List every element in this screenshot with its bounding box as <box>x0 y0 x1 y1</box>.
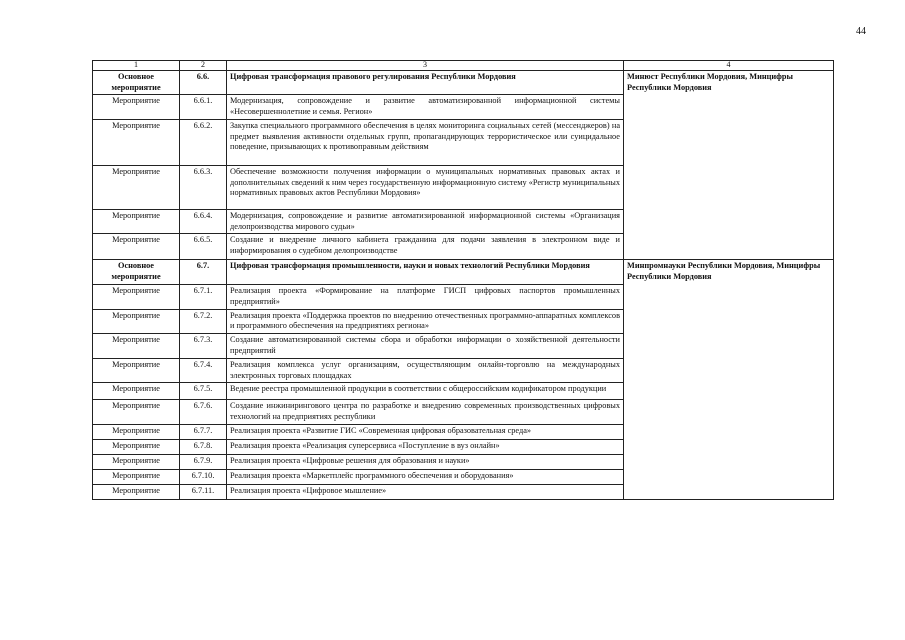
activity-code: 6.7.6. <box>180 400 227 425</box>
activity-code: 6.7.8. <box>180 439 227 454</box>
activity-text: Обеспечение возможности получения информации о муниципальных нормативных правовых актах и дополнительных сведений к ним через государственную информационную систему «Регистр муниципальных нормативных правовых актов Республики Мордовия» <box>227 165 624 209</box>
responsible-executor: Минпромнауки Республики Мордовия, Минцифры Республики Мордовия <box>624 260 834 499</box>
column-number: 1 <box>93 61 180 71</box>
column-number: 2 <box>180 61 227 71</box>
activity-type: Мероприятие <box>93 439 180 454</box>
activity-text: Создание инжинирингового центра по разработке и внедрению современных производственных цифровых технологий на предприятиях республики <box>227 400 624 425</box>
activity-type: Мероприятие <box>93 209 180 234</box>
activity-text: Ведение реестра промышленной продукции в соответствии с общероссийским кодификатором продукции <box>227 383 624 400</box>
activity-type: Мероприятие <box>93 334 180 359</box>
page-number: 44 <box>856 26 866 37</box>
activity-code: 6.7.2. <box>180 309 227 334</box>
activity-text: Реализация проекта «Поддержка проектов по внедрению отечественных программно-аппаратных комплексов и программного обеспечения на предприятиях региона» <box>227 309 624 334</box>
activity-code: 6.7.9. <box>180 454 227 469</box>
column-number: 3 <box>227 61 624 71</box>
activity-type: Мероприятие <box>93 454 180 469</box>
activity-code: 6.6.2. <box>180 119 227 165</box>
activity-title: Цифровая трансформация промышленности, науки и новых технологий Республики Мордовия <box>227 260 624 285</box>
activity-text: Реализация проекта «Цифровое мышление» <box>227 484 624 499</box>
activities-table <box>92 60 834 500</box>
activity-code: 6.7.5. <box>180 383 227 400</box>
activity-type: Мероприятие <box>93 469 180 484</box>
activity-type: Мероприятие <box>93 309 180 334</box>
activity-code: 6.6.4. <box>180 209 227 234</box>
activity-text: Реализация проекта «Формирование на платформе ГИСП цифровых паспортов промышленных предприятий» <box>227 285 624 310</box>
column-number-row <box>93 61 834 71</box>
activity-code: 6.6.5. <box>180 234 227 260</box>
activity-code: 6.7.4. <box>180 358 227 383</box>
activity-type: Основное мероприятие <box>93 260 180 285</box>
activity-code: 6.7.7. <box>180 424 227 439</box>
activity-code: 6.7.10. <box>180 469 227 484</box>
activity-code: 6.6. <box>180 70 227 95</box>
activity-text: Реализация проекта «Развитие ГИС «Современная цифровая образовательная среда» <box>227 424 624 439</box>
activity-code: 6.7.11. <box>180 484 227 499</box>
activity-type: Мероприятие <box>93 234 180 260</box>
activity-text: Реализация проекта «Реализация суперсервиса «Поступление в вуз онлайн» <box>227 439 624 454</box>
column-number: 4 <box>624 61 834 71</box>
activity-code: 6.7.3. <box>180 334 227 359</box>
activity-text: Реализация комплекса услуг организациям, осуществляющим онлайн-торговлю на международных электронных торговых площадках <box>227 358 624 383</box>
activity-type: Мероприятие <box>93 165 180 209</box>
activity-type: Мероприятие <box>93 424 180 439</box>
activity-type: Мероприятие <box>93 383 180 400</box>
activity-type: Мероприятие <box>93 484 180 499</box>
activity-title: Цифровая трансформация правового регулирования Республики Мордовия <box>227 70 624 95</box>
activity-text: Создание и внедрение личного кабинета гражданина для подачи заявления в электронном виде и информирования о судебном делопроизводстве <box>227 234 624 260</box>
activity-code: 6.7.1. <box>180 285 227 310</box>
activity-type: Мероприятие <box>93 358 180 383</box>
activity-text: Реализация проекта «Цифровые решения для образования и науки» <box>227 454 624 469</box>
activity-type: Мероприятие <box>93 119 180 165</box>
activity-type: Мероприятие <box>93 400 180 425</box>
activity-code: 6.7. <box>180 260 227 285</box>
responsible-executor: Минюст Республики Мордовия, Минцифры Республики Мордовия <box>624 70 834 260</box>
activity-code: 6.6.3. <box>180 165 227 209</box>
activity-text: Создание автоматизированной системы сбора и обработки информации о хозяйственной деятельности предприятий <box>227 334 624 359</box>
activity-text: Реализация проекта «Маркетплейс программного обеспечения и оборудования» <box>227 469 624 484</box>
activity-text: Модернизация, сопровождение и развитие автоматизированной информационной системы «Несовершеннолетние и семья. Регион» <box>227 95 624 120</box>
activity-type: Основное мероприятие <box>93 70 180 95</box>
activity-text: Закупка специального программного обеспечения в целях мониторинга социальных сетей (мессенджеров) на предмет выявления активности отдельных групп, пропагандирующих террористическое или суицидальное поведение, призывающих к противоправным действиям <box>227 119 624 165</box>
activity-code: 6.6.1. <box>180 95 227 120</box>
main-activity-row <box>93 70 834 95</box>
activity-text: Модернизация, сопровождение и развитие автоматизированной информационной системы «Организация делопроизводства мирового судьи» <box>227 209 624 234</box>
main-activity-row <box>93 260 834 285</box>
activity-type: Мероприятие <box>93 95 180 120</box>
activity-type: Мероприятие <box>93 285 180 310</box>
